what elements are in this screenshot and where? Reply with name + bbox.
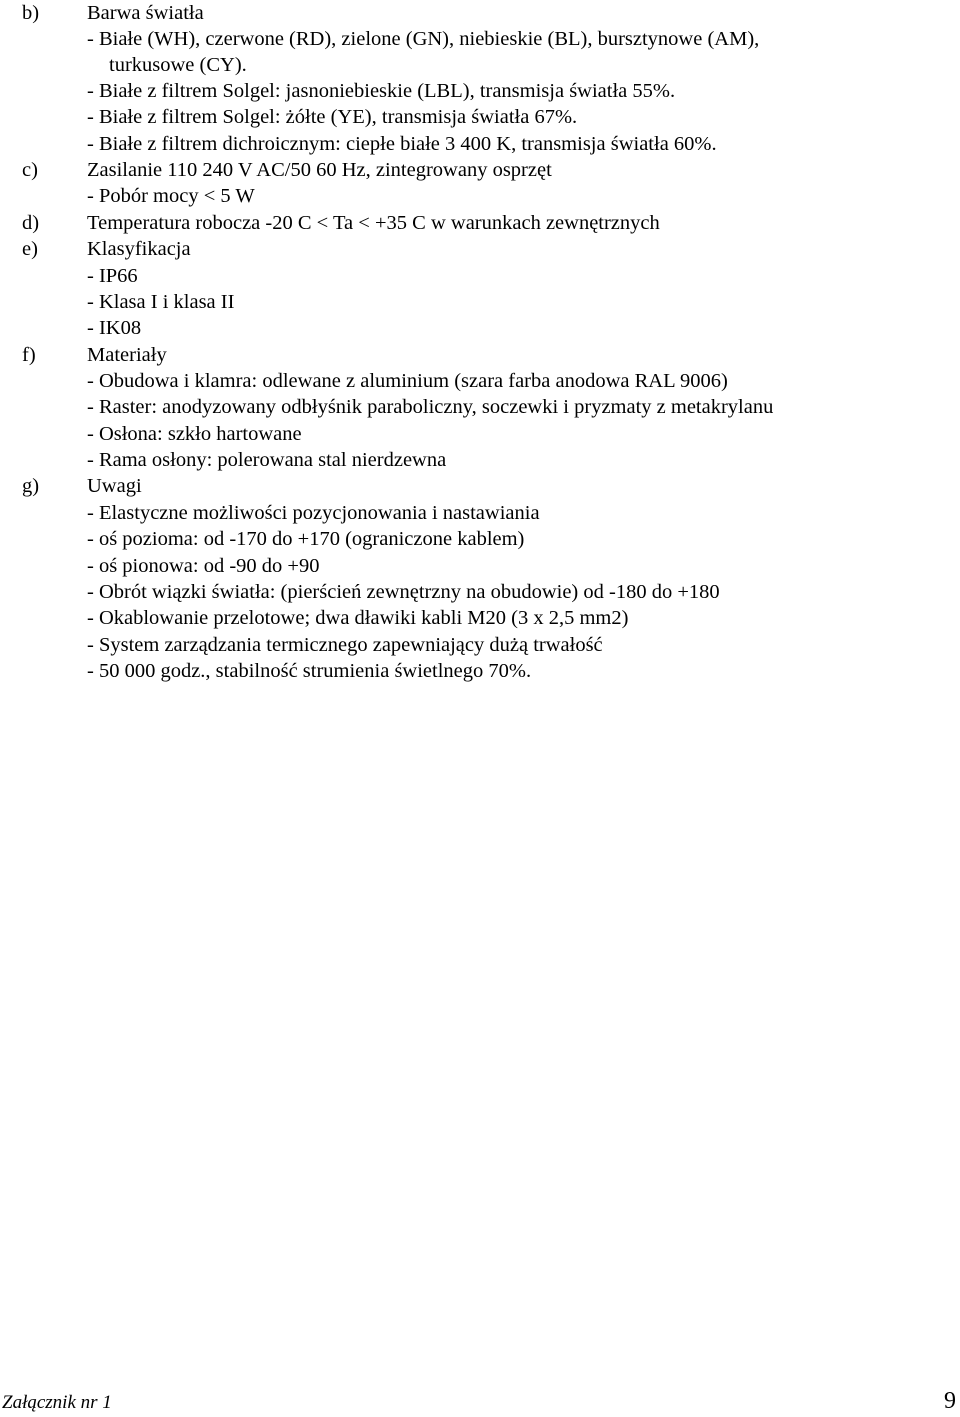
list-item: - IP66 [87,265,138,287]
section-heading: Zasilanie 110 240 V AC/50 60 Hz, zintegrowany osprzęt [87,159,552,181]
list-item: - Białe z filtrem Solgel: jasnoniebieskie (LBL), transmisja światła 55%. [87,80,676,102]
section-marker: c) [22,159,38,181]
list-item: - Pobór mocy < 5 W [87,185,255,207]
page-number: 9 [944,1388,956,1414]
section-marker: b) [22,2,40,24]
list-item: - IK08 [87,317,142,339]
list-item: - System zarządzania termicznego zapewniający dużą trwałość [87,634,603,656]
section-heading: Uwagi [87,475,142,497]
list-item: - Osłona: szkło hartowane [87,423,302,445]
list-item: - oś pozioma: od -170 do +170 (ograniczone kablem) [87,528,525,550]
list-item: - Okablowanie przelotowe; dwa dławiki kabli M20 (3 x 2,5 mm2) [87,607,629,629]
section-marker: g) [22,475,40,497]
list-item: - 50 000 godz., stabilność strumienia świetlnego 70%. [87,660,532,682]
list-item: - Elastyczne możliwości pozycjonowania i nastawiania [87,502,540,524]
list-item: - oś pionowa: od -90 do +90 [87,555,320,577]
list-item: - Białe z filtrem dichroicznym: ciepłe białe 3 400 K, transmisja światła 60%. [87,133,717,155]
list-item: - Klasa I i klasa II [87,291,235,313]
list-item-continuation: turkusowe (CY). [109,54,247,76]
list-item: - Białe (WH), czerwone (RD), zielone (GN), niebieskie (BL), bursztynowe (AM), [87,28,760,50]
footer-attachment-label: Załącznik nr 1 [2,1392,112,1413]
list-item: - Obrót wiązki światła: (pierścień zewnętrzny na obudowie) od -180 do +180 [87,581,720,603]
list-item: - Obudowa i klamra: odlewane z aluminium (szara farba anodowa RAL 9006) [87,370,728,392]
section-heading: Barwa światła [87,2,204,24]
list-item: - Rama osłony: polerowana stal nierdzewna [87,449,447,471]
section-heading: Klasyfikacja [87,238,191,260]
list-item: - Raster: anodyzowany odbłyśnik paraboliczny, soczewki i pryzmaty z metakrylanu [87,396,774,418]
section-heading: Temperatura robocza -20 C < Ta < +35 C w warunkach zewnętrznych [87,212,660,234]
section-marker: f) [22,344,36,366]
list-item: - Białe z filtrem Solgel: żółte (YE), transmisja światła 67%. [87,106,578,128]
section-marker: e) [22,238,38,260]
section-marker: d) [22,212,40,234]
section-heading: Materiały [87,344,167,366]
